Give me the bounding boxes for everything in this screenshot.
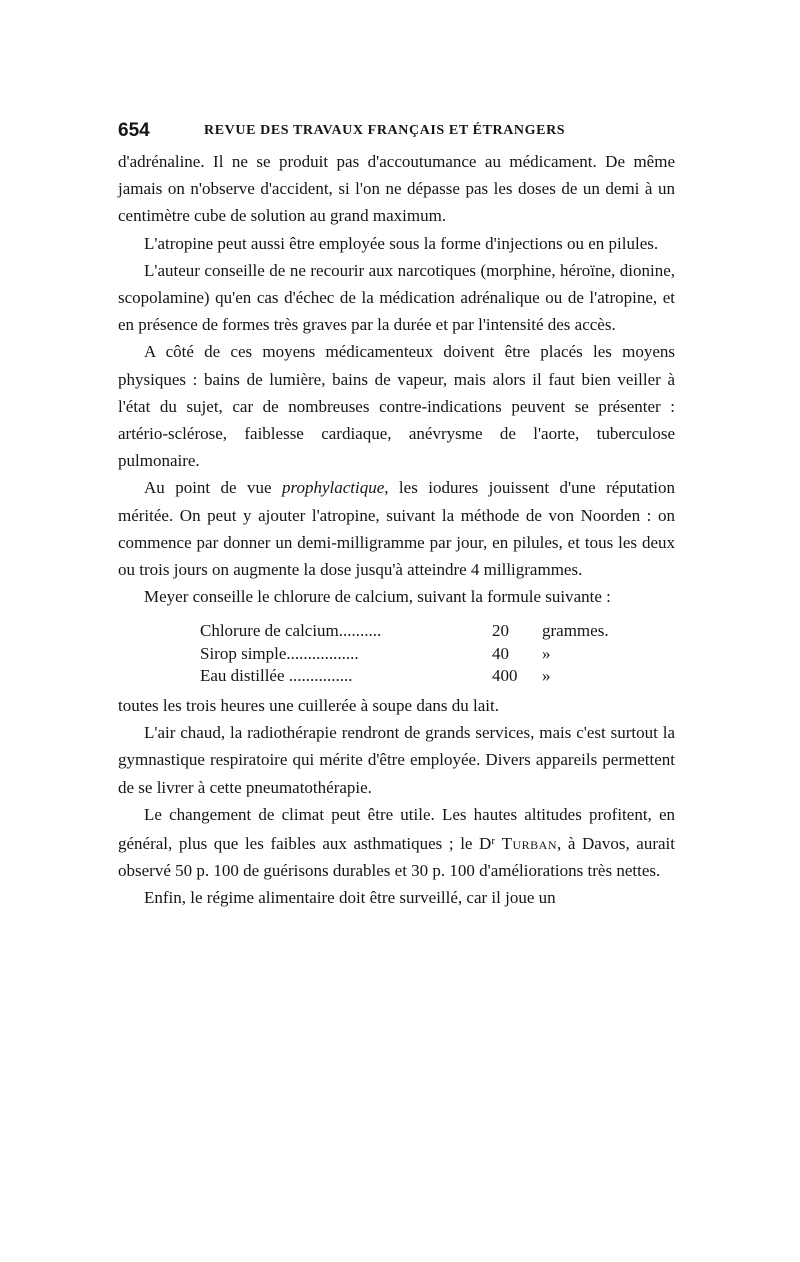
- paragraph-1: d'adrénaline. Il ne se produit pas d'accoutumance au médicament. De même jamais on n'observe d'accident, si l'on ne dépasse pas les doses de un demi à un centimètre cube de solution au grand maximum.: [118, 152, 675, 226]
- formula-unit: »: [542, 666, 551, 686]
- formula-table: [200, 620, 675, 688]
- paragraph-7: toutes les trois heures une cuillerée à soupe dans du lait.: [118, 695, 499, 715]
- formula-quantity: 400: [492, 666, 518, 686]
- paragraph-4: A côté de ces moyens médicamenteux doivent être placés les moyens physiques : bains de lumière, bains de vapeur, mais alors il faut bien veiller à l'état du sujet, car de nombreuses contre-indications peuvent se présenter : artério-sclérose, faiblesse cardiaque, anévrysme de l'aorte, tuberculose pulmonaire.: [118, 342, 675, 471]
- formula-ingredient: Chlorure de calcium..........: [200, 621, 382, 641]
- p9-text-after: , à Davos, aurait observé 50 p. 100 de guérisons durables et 30 p. 100 d'améliorations très nettes.: [118, 833, 676, 881]
- paragraph-5: [118, 474, 675, 583]
- formula-row: [200, 643, 675, 666]
- paragraph-8: L'air chaud, la radiothérapie rendront de grands services, mais c'est surtout la gymnastique respiratoire qui mérite d'être employée. Divers appareils permettent de se livrer à cette pneumatothérapie.: [118, 723, 675, 797]
- page-body: [118, 148, 675, 912]
- formula-unit: grammes.: [542, 621, 609, 641]
- p5-text-before: Au point de vue: [144, 478, 282, 498]
- paragraph-10: Enfin, le régime alimentaire doit être surveillé, car il joue un: [144, 888, 556, 908]
- formula-row: [200, 665, 675, 688]
- paragraph-6: Meyer conseille le chlorure de calcium, suivant la formule suivante :: [144, 587, 611, 607]
- page-header: [118, 120, 678, 142]
- page-number: 654: [118, 120, 150, 141]
- formula-ingredient: Sirop simple.................: [200, 643, 359, 663]
- p5-text-after: , les iodures jouissent d'une réputation méritée. On peut y ajouter l'atropine, suivant la méthode de von Noorden : on commence par donner un demi-milligramme par jour, en pilules, et tous les deux ou trois jours on augmente la dose jusqu'à atteindre 4 milligrammes.: [118, 478, 675, 580]
- formula-quantity: 40: [492, 643, 509, 663]
- p9-superscript: r: [491, 834, 496, 847]
- p9-text-before: Le changement de climat peut être utile. Les hautes altitudes profitent, en général, plus que les faibles aux asthmatiques ; le D: [118, 804, 675, 853]
- p5-italic-term: prophylactique: [281, 478, 385, 498]
- formula-unit: »: [542, 643, 551, 663]
- formula-row: [200, 620, 675, 643]
- paragraph-3: L'auteur conseille de ne recourir aux narcotiques (morphine, héroïne, dionine, scopolamine) qu'en cas d'échec de la médication adrénalique ou de l'atropine, et en présence de formes très graves par la durée et par l'intensité des accès.: [118, 260, 675, 335]
- paragraph-2: L'atropine peut aussi être employée sous la forme d'injections ou en pilules.: [144, 233, 659, 253]
- p9-author-name: Turban: [501, 833, 558, 853]
- paragraph-9: [118, 801, 675, 885]
- formula-ingredient: Eau distillée ...............: [200, 666, 353, 686]
- running-title: REVUE DES TRAVAUX FRANÇAIS ET ÉTRANGERS: [204, 123, 566, 138]
- formula-quantity: 20: [492, 621, 509, 641]
